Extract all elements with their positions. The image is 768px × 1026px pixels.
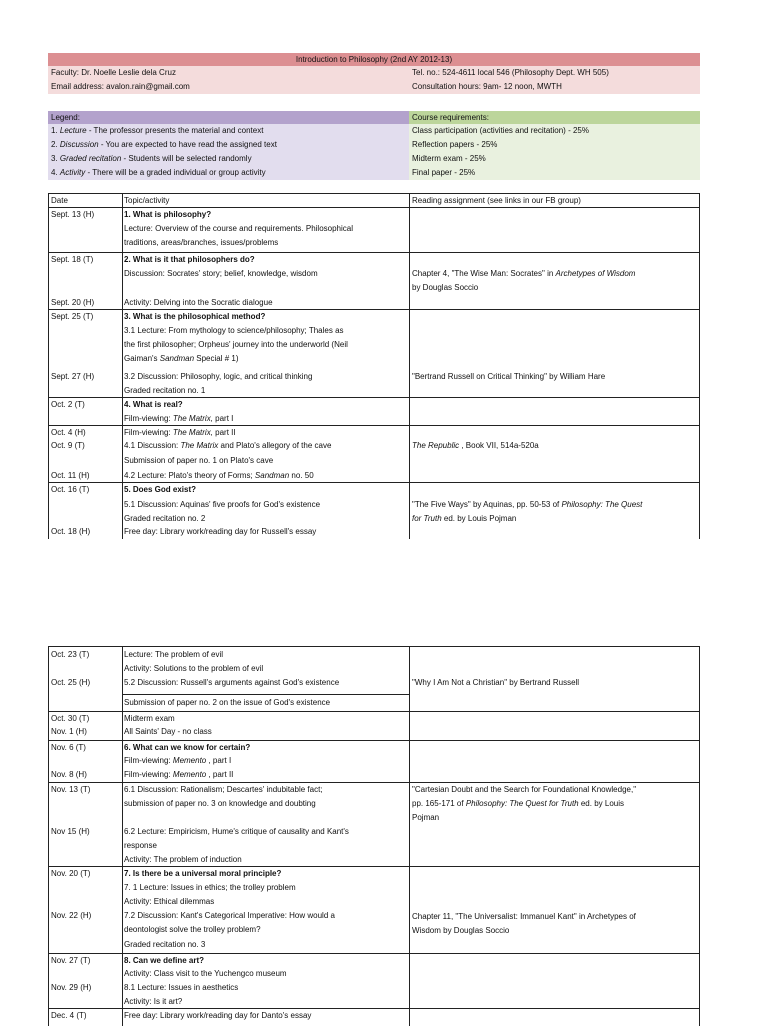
date-cell: Oct. 4 (H) xyxy=(51,428,86,437)
topic-line: Graded recitation no. 3 xyxy=(124,940,206,949)
requirement-item: Reflection papers - 25% xyxy=(409,138,700,152)
reading-line: "The Five Ways" by Aquinas, pp. 50-53 of Philosophy: The Quest xyxy=(412,500,643,509)
reading-line: "Why I Am Not a Christian" by Bertrand Russell xyxy=(412,678,580,687)
date-cell: Nov. 6 (T) xyxy=(51,743,86,752)
topic-heading: 1. What is philosophy? xyxy=(124,210,212,219)
faculty-row xyxy=(48,66,700,80)
date-cell: Nov. 1 (H) xyxy=(51,727,87,736)
requirements-heading: Course requirements: xyxy=(409,111,700,124)
topic-line: 6.2 Lecture: Empiricism, Hume's critique of causality and Kant's xyxy=(124,827,349,836)
reading-line: Chapter 4, "The Wise Man: Socrates" in Archetypes of Wisdom xyxy=(412,269,636,278)
topic-line: 4.2 Lecture: Plato's theory of Forms; Sandman no. 50 xyxy=(124,471,314,480)
topic-line: Lecture: Overview of the course and requirements. Philosophical xyxy=(124,224,354,233)
telephone: Tel. no.: 524-4611 local 546 (Philosophy Dept. WH 505) xyxy=(412,68,609,77)
legend-item: 3. Graded recitation - Students will be selected randomly xyxy=(48,152,409,166)
date-cell: Sept. 25 (T) xyxy=(51,312,94,321)
date-cell: Nov. 13 (T) xyxy=(51,785,91,794)
date-cell: Oct. 16 (T) xyxy=(51,485,90,494)
topic-line: traditions, areas/branches, issues/problems xyxy=(124,238,279,247)
topic-line: 7.2 Discussion: Kant's Categorical Imperative: How would a xyxy=(124,911,335,920)
topic-line: Free day: Library work/reading day for Danto's essay xyxy=(124,1011,312,1020)
topic-line: Midterm exam xyxy=(124,714,175,723)
legend-item: 4. Activity - There will be a graded individual or group activity xyxy=(48,166,409,180)
topic-line: 5.1 Discussion: Aquinas' five proofs for God's existence xyxy=(124,500,321,509)
topic-heading: 6. What can we know for certain? xyxy=(124,743,251,752)
requirement-item: Class participation (activities and recitation) - 25% xyxy=(409,124,700,138)
reading-line: "Cartesian Doubt and the Search for Foundational Knowledge," xyxy=(412,785,637,794)
date-cell: Nov. 22 (H) xyxy=(51,911,92,920)
date-cell: Dec. 4 (T) xyxy=(51,1011,87,1020)
reading-line: Wisdom by Douglas Soccio xyxy=(412,926,510,935)
date-cell: Nov. 29 (H) xyxy=(51,983,92,992)
topic-line: 3.1 Lecture: From mythology to science/philosophy; Thales as xyxy=(124,326,344,335)
legend-item: 2. Discussion - You are expected to have read the assigned text xyxy=(48,138,409,152)
email-address: Email address: avalon.rain@gmail.com xyxy=(51,82,190,91)
date-cell: Oct. 25 (H) xyxy=(51,678,91,687)
topic-line: Film-viewing: Memento , part I xyxy=(124,756,232,765)
topic-line: Activity: Delving into the Socratic dialogue xyxy=(124,298,273,307)
column-header-reading: Reading assignment (see links in our FB group) xyxy=(412,196,581,205)
topic-line: 3.2 Discussion: Philosophy, logic, and critical thinking xyxy=(124,372,313,381)
topic-line: Film-viewing: The Matrix, part II xyxy=(124,428,236,437)
topic-line: Activity: The problem of induction xyxy=(124,855,242,864)
topic-heading: 3. What is the philosophical method? xyxy=(124,312,266,321)
date-cell: Sept. 18 (T) xyxy=(51,255,94,264)
topic-line: Graded recitation no. 2 xyxy=(124,514,206,523)
topic-line: Graded recitation no. 1 xyxy=(124,386,206,395)
date-cell: Oct. 23 (T) xyxy=(51,650,90,659)
topic-line: Submission of paper no. 2 on the issue of God's existence xyxy=(124,698,331,707)
schedule-table-1 xyxy=(48,193,700,539)
topic-heading: 5. Does God exist? xyxy=(124,485,197,494)
reading-line: Chapter 11, "The Universalist: Immanuel Kant" in Archetypes of xyxy=(412,912,636,921)
email-row xyxy=(48,80,700,94)
topic-line: Free day: Library work/reading day for Russell's essay xyxy=(124,527,317,536)
topic-line: Gaiman's Sandman Special # 1) xyxy=(124,354,239,363)
requirement-item: Final paper - 25% xyxy=(409,166,700,180)
topic-line: deontologist solve the trolley problem? xyxy=(124,925,261,934)
topic-line: Lecture: The problem of evil xyxy=(124,650,224,659)
topic-heading: 8. Can we define art? xyxy=(124,956,205,965)
date-cell: Sept. 27 (H) xyxy=(51,372,95,381)
topic-heading: 2. What is it that philosophers do? xyxy=(124,255,255,264)
date-cell: Oct. 18 (H) xyxy=(51,527,91,536)
topic-line: 6.1 Discussion: Rationalism; Descartes' indubitable fact; xyxy=(124,785,323,794)
date-cell: Nov. 20 (T) xyxy=(51,869,91,878)
date-cell: Nov 15 (H) xyxy=(51,827,90,836)
date-cell: Oct. 30 (T) xyxy=(51,714,90,723)
date-cell: Sept. 20 (H) xyxy=(51,298,95,307)
reading-line: for Truth ed. by Louis Pojman xyxy=(412,514,517,523)
date-cell: Oct. 2 (T) xyxy=(51,400,85,409)
topic-line: Activity: Class visit to the Yuchengco museum xyxy=(124,969,287,978)
course-title: Introduction to Philosophy (2nd AY 2012-13) xyxy=(48,53,700,66)
reading-line: pp. 165-171 of Philosophy: The Quest for Truth ed. by Louis xyxy=(412,799,624,808)
topic-heading: 7. Is there be a universal moral principle? xyxy=(124,869,282,878)
topic-line: the first philosopher; Orpheus' journey into the underworld (Neil xyxy=(124,340,348,349)
topic-line: Discussion: Socrates' story; belief, knowledge, wisdom xyxy=(124,269,318,278)
reading-line: The Republic , Book VII, 514a-520a xyxy=(412,441,539,450)
topic-line: Activity: Ethical dilemmas xyxy=(124,897,215,906)
topic-line: response xyxy=(124,841,157,850)
consultation-hours: Consultation hours: 9am- 12 noon, MWTH xyxy=(412,82,562,91)
topic-line: Film-viewing: The Matrix, part I xyxy=(124,414,234,423)
date-cell: Nov. 27 (T) xyxy=(51,956,91,965)
reading-line: Pojman xyxy=(412,813,440,822)
topic-line: 8.1 Lecture: Issues in aesthetics xyxy=(124,983,239,992)
topic-line: 7. 1 Lecture: Issues in ethics; the trolley problem xyxy=(124,883,296,892)
requirement-item: Midterm exam - 25% xyxy=(409,152,700,166)
date-cell: Nov. 8 (H) xyxy=(51,770,87,779)
topic-line: 4.1 Discussion: The Matrix and Plato's allegory of the cave xyxy=(124,441,332,450)
date-cell: Oct. 9 (T) xyxy=(51,441,85,450)
topic-line: All Saints' Day - no class xyxy=(124,727,212,736)
topic-line: Film-viewing: Memento , part II xyxy=(124,770,234,779)
topic-line: Activity: Is it art? xyxy=(124,997,183,1006)
date-cell: Oct. 11 (H) xyxy=(51,471,90,480)
faculty-name: Faculty: Dr. Noelle Leslie dela Cruz xyxy=(51,68,176,77)
topic-line: Activity: Solutions to the problem of evil xyxy=(124,664,264,673)
reading-line: "Bertrand Russell on Critical Thinking" by William Hare xyxy=(412,372,606,381)
topic-line: 5.2 Discussion: Russell's arguments against God's existence xyxy=(124,678,340,687)
legend-item: 1. Lecture - The professor presents the material and context xyxy=(48,124,409,138)
legend-heading: Legend: xyxy=(48,111,409,124)
topic-line: Submission of paper no. 1 on Plato's cave xyxy=(124,456,274,465)
column-header-topic: Topic/activity xyxy=(124,196,170,205)
topic-line: submission of paper no. 3 on knowledge and doubting xyxy=(124,799,316,808)
schedule-table-2 xyxy=(48,646,700,1026)
date-cell: Sept. 13 (H) xyxy=(51,210,95,219)
column-header-date: Date xyxy=(51,196,68,205)
reading-line: by Douglas Soccio xyxy=(412,283,479,292)
topic-heading: 4. What is real? xyxy=(124,400,183,409)
